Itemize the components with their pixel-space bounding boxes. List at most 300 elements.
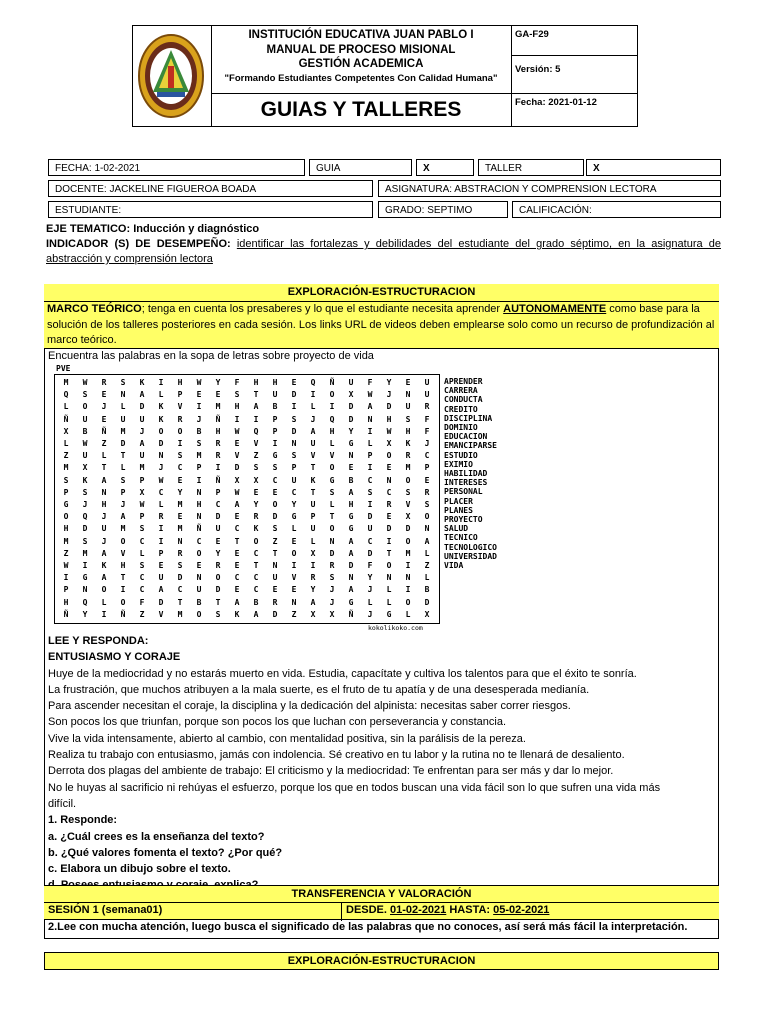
grid-letter: W xyxy=(196,378,202,387)
grid-letter: F xyxy=(139,597,145,607)
grid-letter: L xyxy=(158,500,164,509)
grid-letter: Y xyxy=(253,500,259,509)
score-field: CALIFICACIÓN: xyxy=(512,201,721,218)
transfer-title: TRANSFERENCIA Y VALORACIÓN xyxy=(44,885,719,903)
grid-letter: A xyxy=(234,597,240,607)
grid-letter: U xyxy=(158,573,164,583)
teacher-field: DOCENTE: JACKELINE FIGUEROA BOADA xyxy=(48,180,373,197)
grid-letter: S xyxy=(120,475,126,485)
grid-letter: Y xyxy=(215,378,221,387)
grid-letter: I xyxy=(367,500,373,509)
grid-letter: D xyxy=(291,426,297,436)
grid-letter: S xyxy=(405,487,411,497)
grid-letter: Ñ xyxy=(120,609,126,619)
grid-letter: H xyxy=(405,426,411,436)
grid-letter: Y xyxy=(367,573,373,583)
grid-letter: A xyxy=(101,548,107,558)
grid-letter: A xyxy=(234,500,240,509)
grid-letter: K xyxy=(310,475,316,485)
grid-letter: E xyxy=(196,390,202,400)
document-title: GUIAS Y TALLERES xyxy=(260,98,462,121)
word-search-puzzle xyxy=(48,364,440,636)
word-list-item: DISCIPLINA xyxy=(444,413,493,423)
grid-letter: G xyxy=(82,573,88,583)
grid-letter: I xyxy=(405,561,411,570)
grid-letter: I xyxy=(158,378,164,387)
grid-letter: A xyxy=(424,536,430,546)
reading-section xyxy=(48,633,718,894)
grid-letter: D xyxy=(348,414,354,424)
grid-letter: P xyxy=(367,451,373,461)
grid-letter: N xyxy=(196,573,202,583)
grid-letter: E xyxy=(272,487,278,497)
grid-letter: G xyxy=(386,609,392,619)
grid-letter: W xyxy=(82,439,88,448)
grid-letter: P xyxy=(63,585,69,595)
grid-letter: L xyxy=(139,548,145,558)
grid-letter: E xyxy=(215,390,221,400)
grid-letter: L xyxy=(310,402,316,412)
grid-letter: L xyxy=(424,548,430,558)
grid-letter: V xyxy=(177,402,183,412)
grid-letter: I xyxy=(253,414,259,424)
grid-letter: S xyxy=(196,439,202,448)
reading-line: Son pocos los que triunfan, porque son pocos los que luchan con perseverancia y constancia. xyxy=(48,716,507,729)
grid-letter: H xyxy=(215,426,221,436)
grid-letter: Z xyxy=(139,609,145,619)
grid-letter: I xyxy=(291,402,297,412)
reading-line: Para ascender necesitan el coraje, la disciplina y la dedicación del alpinista: necesitas saber correr riesgos. xyxy=(48,700,571,713)
grid-letter: D xyxy=(234,463,240,473)
grid-letter: A xyxy=(348,548,354,558)
grid-letter: A xyxy=(367,402,373,412)
grid-letter: R xyxy=(405,451,411,461)
grid-letter: N xyxy=(405,390,411,400)
word-list-item: EMANCIPARSE xyxy=(444,441,497,451)
grid-letter: C xyxy=(158,487,164,497)
grid-letter: X xyxy=(348,390,354,400)
grid-letter: D xyxy=(348,561,354,570)
grid-letter: Ñ xyxy=(63,609,69,619)
grid-letter: C xyxy=(139,573,145,583)
grid-letter: Q xyxy=(82,597,88,607)
grid-letter: H xyxy=(120,561,126,570)
word-list-item: HABILIDAD xyxy=(444,469,488,479)
grid-letter: I xyxy=(82,561,88,570)
grid-letter: J xyxy=(101,402,107,412)
grid-letter: W xyxy=(82,378,88,387)
grid-letter: Q xyxy=(63,390,69,400)
grid-letter: L xyxy=(329,500,335,509)
logo-cell xyxy=(133,26,212,126)
grid-letter: G xyxy=(329,475,335,485)
grid-letter: C xyxy=(367,536,373,546)
reading-line: No le huyas al sacrificio ni rehúyas el esfuerzo, porque los que en todos buscan una vida fácil son lo que sufren una vida más xyxy=(48,781,661,794)
grid-letter: N xyxy=(367,414,373,424)
grid-letter: Y xyxy=(386,378,392,387)
grid-letter: Y xyxy=(348,426,354,436)
grid-letter: I xyxy=(310,390,316,400)
grid-letter: P xyxy=(291,463,297,473)
grid-letter: U xyxy=(424,390,430,400)
word-list-item: EDUCACION xyxy=(444,432,488,442)
grid-letter: J xyxy=(329,597,335,607)
grid-letter: S xyxy=(367,487,373,497)
grid-letter: X xyxy=(424,609,430,619)
word-list-item: PLACER xyxy=(444,496,473,506)
grid-letter: D xyxy=(272,609,278,619)
grid-letter: J xyxy=(329,585,335,595)
grid-letter: I xyxy=(291,561,297,570)
grid-letter: R xyxy=(424,402,430,412)
grid-letter: V xyxy=(253,439,259,448)
grid-letter: I xyxy=(367,463,373,473)
grid-letter: T xyxy=(101,463,107,473)
grid-letter: O xyxy=(386,451,392,461)
reading-line: Vive la vida intensamente, abierto al cambio, con mentalidad positiva, sin la parálisis de la pereza. xyxy=(48,732,526,745)
grid-letter: W xyxy=(386,426,392,436)
reading-line: Realiza tu trabajo con entusiasmo, jamás con indolencia. Sé creativo en tu labor y la rutina no te llenará de desaliento. xyxy=(48,749,625,762)
grid-letter: P xyxy=(424,463,430,473)
grid-letter: D xyxy=(120,439,126,448)
grid-letter: Q xyxy=(310,378,316,387)
grid-letter: M xyxy=(63,463,69,473)
grid-letter: S xyxy=(272,463,278,473)
grid-letter: P xyxy=(196,463,202,473)
grid-letter: P xyxy=(63,487,69,497)
grid-letter: U xyxy=(139,451,145,461)
reading-line: difícil. xyxy=(48,797,77,810)
grid-letter: N xyxy=(291,439,297,448)
grid-letter: L xyxy=(329,439,335,448)
grid-letter: Z xyxy=(253,451,259,461)
session-row xyxy=(44,903,719,920)
grid-letter: U xyxy=(272,573,278,583)
grid-letter: J xyxy=(120,500,126,509)
grid-letter: J xyxy=(424,439,430,448)
grid-letter: M xyxy=(177,524,183,534)
grid-letter: G xyxy=(348,512,354,522)
grid-letter: I xyxy=(120,585,126,595)
grid-row xyxy=(55,610,439,625)
grid-letter: Z xyxy=(291,609,297,619)
grid-letter: H xyxy=(348,500,354,509)
grid-letter: M xyxy=(139,463,145,473)
grid-letter: X xyxy=(82,463,88,473)
framework-text-1: ; tenga en cuenta los presaberes y lo que el estudiante necesita aprender xyxy=(141,303,504,315)
grid-letter: E xyxy=(405,378,411,387)
grid-letter: N xyxy=(291,597,297,607)
grid-letter: L xyxy=(386,585,392,595)
grid-letter: U xyxy=(101,524,107,534)
grid-letter: N xyxy=(177,536,183,546)
grid-letter: O xyxy=(291,548,297,558)
question-item: c. Elabora un dibujo sobre el texto. xyxy=(48,863,231,876)
grid-letter: D xyxy=(82,524,88,534)
grid-letter: I xyxy=(196,475,202,485)
document-date: Fecha: 2021-01-12 xyxy=(515,97,597,108)
institution-name: INSTITUCIÓN EDUCATIVA JUAN PABLO I xyxy=(248,29,474,41)
grid-letter: L xyxy=(120,463,126,473)
grid-letter: B xyxy=(196,597,202,607)
grid-letter: R xyxy=(329,561,335,570)
grid-letter: N xyxy=(348,573,354,583)
grid-letter: L xyxy=(101,597,107,607)
grid-letter: N xyxy=(386,573,392,583)
grid-letter: K xyxy=(405,439,411,448)
grid-letter: F xyxy=(367,561,373,570)
grid-letter: P xyxy=(272,414,278,424)
grid-letter: R xyxy=(215,451,221,461)
grid-letter: T xyxy=(120,573,126,583)
grid-letter: E xyxy=(386,463,392,473)
grid-letter: N xyxy=(120,390,126,400)
grid-letter: D xyxy=(272,512,278,522)
grid-letter: I xyxy=(196,402,202,412)
grid-letter: S xyxy=(120,378,126,387)
indicator-label: INDICADOR (S) DE DESEMPEÑO: xyxy=(46,238,231,250)
grid-letter: R xyxy=(310,573,316,583)
grid-letter: T xyxy=(272,548,278,558)
grid-letter: P xyxy=(310,512,316,522)
grid-letter: H xyxy=(272,378,278,387)
grid-letter: U xyxy=(82,414,88,424)
grid-letter: Q xyxy=(329,414,335,424)
school-crest-logo xyxy=(133,26,209,124)
grid-letter: A xyxy=(348,487,354,497)
grid-letter: J xyxy=(158,463,164,473)
grid-letter: U xyxy=(139,414,145,424)
grid-letter: O xyxy=(405,475,411,485)
grid-letter: W xyxy=(367,390,373,400)
guide-mark: X xyxy=(416,159,474,176)
word-list-item: CARRERA xyxy=(444,386,478,396)
grid-letter: W xyxy=(63,561,69,570)
grid-letter: G xyxy=(348,439,354,448)
grid-letter: C xyxy=(139,536,145,546)
grid-letter: Ñ xyxy=(63,414,69,424)
grid-letter: I xyxy=(272,439,278,448)
grid-letter: O xyxy=(329,524,335,534)
grid-letter: A xyxy=(139,439,145,448)
grid-letter: D xyxy=(367,512,373,522)
grid-letter: H xyxy=(386,414,392,424)
grid-letter: J xyxy=(367,585,373,595)
grid-letter: X xyxy=(139,487,145,497)
grid-letter: K xyxy=(253,524,259,534)
reading-line: Derrota dos plagas del ambiente de trabajo: El criticismo y la mediocridad: Te enfrentan para ser más y dar lo mejor. xyxy=(48,765,614,778)
grid-letter: E xyxy=(234,585,240,595)
grid-letter: S xyxy=(82,536,88,546)
grid-letter: S xyxy=(424,500,430,509)
grid-letter: S xyxy=(329,487,335,497)
grid-letter: S xyxy=(291,451,297,461)
framework-text-2: como base para la solución de los talleres posteriores en cada sesión. Los links URL de videos deben emplearse solo como un recurso de profundización al marco teórico. xyxy=(47,303,715,346)
grid-letter: L xyxy=(63,402,69,412)
grid-letter: T xyxy=(253,561,259,570)
grid-letter: A xyxy=(158,585,164,595)
from-date: 01-02-2021 xyxy=(390,904,447,916)
reading-subtitle: ENTUSIASMO Y CORAJE xyxy=(48,651,181,664)
grid-letter: S xyxy=(177,561,183,570)
grid-letter: U xyxy=(196,585,202,595)
grid-letter: I xyxy=(329,402,335,412)
workshop-mark: X xyxy=(586,159,721,176)
grid-letter: A xyxy=(310,597,316,607)
grid-letter: N xyxy=(101,487,107,497)
grid-letter: F xyxy=(424,414,430,424)
grid-letter: R xyxy=(101,378,107,387)
grid-letter: G xyxy=(348,524,354,534)
grid-letter: T xyxy=(386,548,392,558)
grid-letter: T xyxy=(234,536,240,546)
grid-letter: O xyxy=(63,512,69,522)
management-area: GESTIÓN ACADEMICA xyxy=(298,58,424,70)
grid-letter: R xyxy=(158,512,164,522)
question-item: a. ¿Cuál crees es la enseñanza del texto? xyxy=(48,830,265,843)
grid-letter: I xyxy=(386,536,392,546)
grid-letter: Y xyxy=(215,548,221,558)
grid-letter: M xyxy=(63,378,69,387)
grid-letter: L xyxy=(310,536,316,546)
session-dates xyxy=(341,903,549,921)
grid-letter: D xyxy=(158,597,164,607)
performance-indicator xyxy=(46,237,721,267)
grid-letter: T xyxy=(215,597,221,607)
grid-letter: G xyxy=(63,500,69,509)
grid-letter: J xyxy=(196,414,202,424)
grid-letter: E xyxy=(234,512,240,522)
grid-letter: N xyxy=(405,573,411,583)
grid-letter: J xyxy=(101,536,107,546)
grid-letter: A xyxy=(101,573,107,583)
grid-letter: N xyxy=(424,524,430,534)
grid-letter: Ñ xyxy=(101,426,107,436)
grid-letter: U xyxy=(120,414,126,424)
grid-letter: P xyxy=(177,390,183,400)
grid-letter: O xyxy=(82,402,88,412)
word-list-item: TECNICO xyxy=(444,533,478,543)
grid-letter: E xyxy=(177,475,183,485)
grid-letter: M xyxy=(177,609,183,619)
grid-letter: R xyxy=(215,561,221,570)
grid-letter: B xyxy=(196,426,202,436)
to-label: HASTA: xyxy=(446,904,494,916)
grid-letter: D xyxy=(291,390,297,400)
grid-letter: J xyxy=(367,609,373,619)
grid-letter: X xyxy=(386,439,392,448)
grid-letter: U xyxy=(424,378,430,387)
grid-letter: S xyxy=(82,487,88,497)
grid-letter: Z xyxy=(101,439,107,448)
grid-letter: Q xyxy=(82,512,88,522)
grid-letter: H xyxy=(101,500,107,509)
grid-letter: D xyxy=(139,402,145,412)
document-code: GA-F29 xyxy=(511,26,637,56)
grid-letter: Z xyxy=(272,536,278,546)
grid-letter: R xyxy=(177,548,183,558)
grid-letter: L xyxy=(424,573,430,583)
grid-letter: T xyxy=(329,512,335,522)
grid-letter: O xyxy=(405,597,411,607)
grid-letter: L xyxy=(120,402,126,412)
grid-letter: O xyxy=(215,573,221,583)
grid-letter: O xyxy=(405,536,411,546)
grid-letter: M xyxy=(215,402,221,412)
grid-letter: V xyxy=(120,548,126,558)
guide-label: GUIA xyxy=(309,159,412,176)
grid-letter: L xyxy=(101,451,107,461)
grid-letter: V xyxy=(234,451,240,461)
grid-letter: S xyxy=(139,524,145,534)
grid-letter: D xyxy=(215,512,221,522)
grid-letter: O xyxy=(424,512,430,522)
grid-letter: E xyxy=(196,561,202,570)
framework-label: MARCO TEÓRICO xyxy=(47,303,142,315)
grid-letter: S xyxy=(405,414,411,424)
grid-letter: X xyxy=(329,609,335,619)
grid-letter: M xyxy=(405,463,411,473)
grid-letter: A xyxy=(120,512,126,522)
grid-letter: B xyxy=(424,585,430,595)
grid-letter: W xyxy=(139,500,145,509)
instruction-text: 2.Lee con mucha atención, luego busca el significado de las palabras que no conoces, así será más fácil la interpretación. xyxy=(48,921,688,933)
grid-letter: S xyxy=(329,573,335,583)
grid-letter: K xyxy=(158,402,164,412)
grid-letter: A xyxy=(348,585,354,595)
grid-letter: Ñ xyxy=(215,475,221,485)
grid-letter: L xyxy=(63,439,69,448)
reading-line: La frustración, que muchos atribuyen a la mala suerte, es el fruto de tu apatía y de una desesperada medianía. xyxy=(48,683,590,696)
grid-letter: K xyxy=(139,378,145,387)
grid-letter: E xyxy=(424,475,430,485)
reading-title: LEE Y RESPONDA: xyxy=(48,635,149,647)
grid-letter: E xyxy=(291,378,297,387)
grid-letter: Y xyxy=(310,585,316,595)
grid-letter: E xyxy=(158,561,164,570)
motto: "Formando Estudiantes Competentes Con Calidad Humana" xyxy=(224,72,498,84)
grid-letter: I xyxy=(177,439,183,448)
grid-letter: L xyxy=(158,390,164,400)
grid-letter: R xyxy=(386,500,392,509)
grid-letter: I xyxy=(158,524,164,534)
grid-letter: O xyxy=(177,426,183,436)
grid-letter: L xyxy=(405,609,411,619)
grid-letter: C xyxy=(367,475,373,485)
grid-letter: K xyxy=(158,414,164,424)
grid-letter: S xyxy=(63,475,69,485)
grid-letter: I xyxy=(405,585,411,595)
grid-letter: D xyxy=(348,402,354,412)
grade-field: GRADO: SEPTIMO xyxy=(378,201,508,218)
grid-letter: U xyxy=(405,402,411,412)
grid-letter: U xyxy=(348,378,354,387)
grid-letter: O xyxy=(120,597,126,607)
word-list-item: PLANES xyxy=(444,505,473,515)
grid-letter: D xyxy=(215,585,221,595)
grid-letter: X xyxy=(253,475,259,485)
grid-letter: C xyxy=(234,573,240,583)
grid-letter: H xyxy=(234,402,240,412)
grid-letter: P xyxy=(215,487,221,497)
grid-letter: L xyxy=(367,597,373,607)
grid-letter: E xyxy=(272,585,278,595)
indicator-text: identificar las fortalezas y debilidades del estudiante del grado séptimo, en la asignatura de abstracción y comprensión lectora xyxy=(46,238,721,265)
grid-letter: N xyxy=(196,512,202,522)
grid-letter: F xyxy=(367,378,373,387)
session-label: SESIÓN 1 (semana01) xyxy=(48,904,163,916)
grid-letter: D xyxy=(386,524,392,534)
